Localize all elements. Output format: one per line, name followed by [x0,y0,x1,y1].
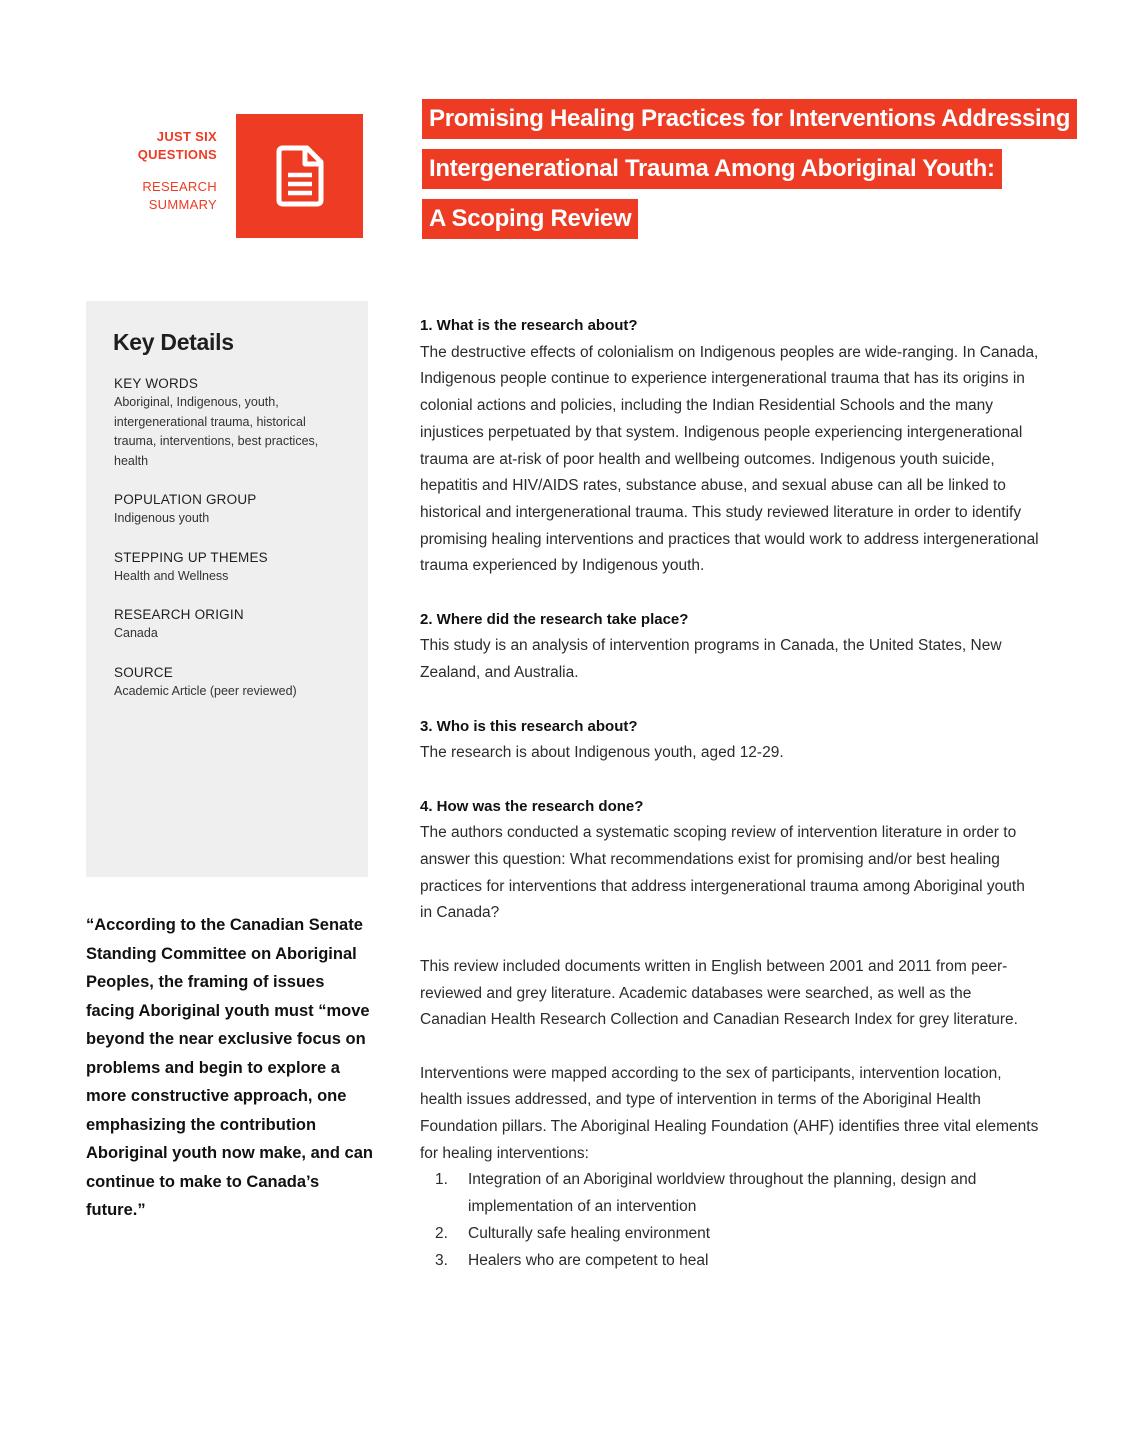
key-detail-origin [114,605,339,644]
section-heading: 1. What is the research about? [420,317,638,334]
series-label: JUST SIX QUESTIONS [137,129,217,162]
main-content [420,313,1040,1274]
list-item [420,1248,1040,1275]
key-detail-keywords [114,374,339,471]
section-heading: 4. How was the research done? [420,797,644,815]
title-line-2: Intergenerational Trauma Among Aboriginal Youth: [422,149,1002,189]
title-line-1: Promising Healing Practices for Interventions Addressing [422,99,1077,139]
title-line-3: A Scoping Review [422,199,638,239]
list-item [420,1221,1040,1248]
section-body: The research is about Indigenous youth, aged 12-29. [420,744,784,762]
pull-quote: “According to the Canadian Senate Standing Committee on Aboriginal Peoples, the framing of issues facing Aboriginal youth must “move beyond the near exclusive focus on problems and begin to explore a more constructive approach, one emphasizing the contribution Aboriginal youth now make, and can continue to make to Canada’s future.” [86,916,373,1219]
list-text: Healers who are competent to heal [468,1251,709,1269]
section-heading: 2. Where did the research take place? [420,610,689,628]
key-detail-value: Academic Article (peer reviewed) [114,683,297,698]
list-number: 3. [435,1251,448,1269]
section-body: The destructive effects of colonialism on Indigenous peoples are wide-ranging. In Canada, Indigenous people continue to experience intergenerational trauma that has its origins in colonial actions and policies, including the Indian Residential Schools and the many injustices perpetuated by that system. Indigenous people experiencing intergenerational trauma are at-risk of poor health and wellbeing outcomes. Indigenous youth suicide, hepatitis and HIV/AIDS rates, substance abuse, and sexual abuse can all be linked to historical and intergenerational trauma. This study reviewed literature in order to identify promising healing interventions and practices that would work to address intergenerational trauma experienced by Indigenous youth. [420,343,1039,575]
key-details-title: Key Details [113,329,234,355]
key-detail-value: Indigenous youth [114,511,210,525]
document-icon [276,145,324,207]
list-text: Culturally safe healing environment [468,1224,711,1242]
document-icon-box [236,114,363,238]
key-detail-label: SOURCE [114,664,173,680]
healing-elements-list [420,1167,1040,1274]
key-detail-label: POPULATION GROUP [114,492,257,507]
list-number: 2. [435,1224,448,1242]
section-body: Interventions were mapped according to the sex of participants, intervention location, health issues addressed, and type of intervention in terms of the Aboriginal Health Foundation pillars. The Aboriginal Healing Foundation (AHF) identifies three vital elements for healing interventions: [420,1064,1039,1162]
series-labels [100,128,217,214]
key-detail-label: KEY WORDS [114,376,199,391]
key-detail-source [114,663,339,702]
key-detail-value: Canada [114,626,158,640]
key-detail-population [114,490,339,529]
list-item [420,1167,1040,1220]
key-details-panel [86,301,368,877]
document-type-label: RESEARCH SUMMARY [142,179,217,212]
section-body: The authors conducted a systematic scoping review of intervention literature in order to answer this question: What recommendations exist for promising and/or best healing practices for interventions that address intergenerational trauma among Aboriginal youth in Canada? [420,824,1025,922]
key-detail-themes [114,548,339,587]
key-detail-value: Aboriginal, Indigenous, youth, intergenerational trauma, historical trauma, interventions, best practices, health [114,395,319,468]
list-text: Integration of an Aboriginal worldview throughout the planning, design and implementation of an intervention [468,1171,977,1216]
key-detail-label: RESEARCH ORIGIN [114,607,244,622]
list-number: 1. [435,1171,448,1189]
key-detail-label: STEPPING UP THEMES [114,549,268,565]
section-heading: 3. Who is this research about? [420,717,638,735]
key-detail-value: Health and Wellness [114,568,229,583]
section-body: This review included documents written in English between 2001 and 2011 from peer-reviewed and grey literature. Academic databases were searched, as well as the Canadian Health Research Collection and Canadian Research Index for grey literature. [420,957,1018,1029]
section-body: This study is an analysis of intervention programs in Canada, the United States, New Zealand, and Australia. [420,637,1002,682]
key-details-list [114,374,339,720]
